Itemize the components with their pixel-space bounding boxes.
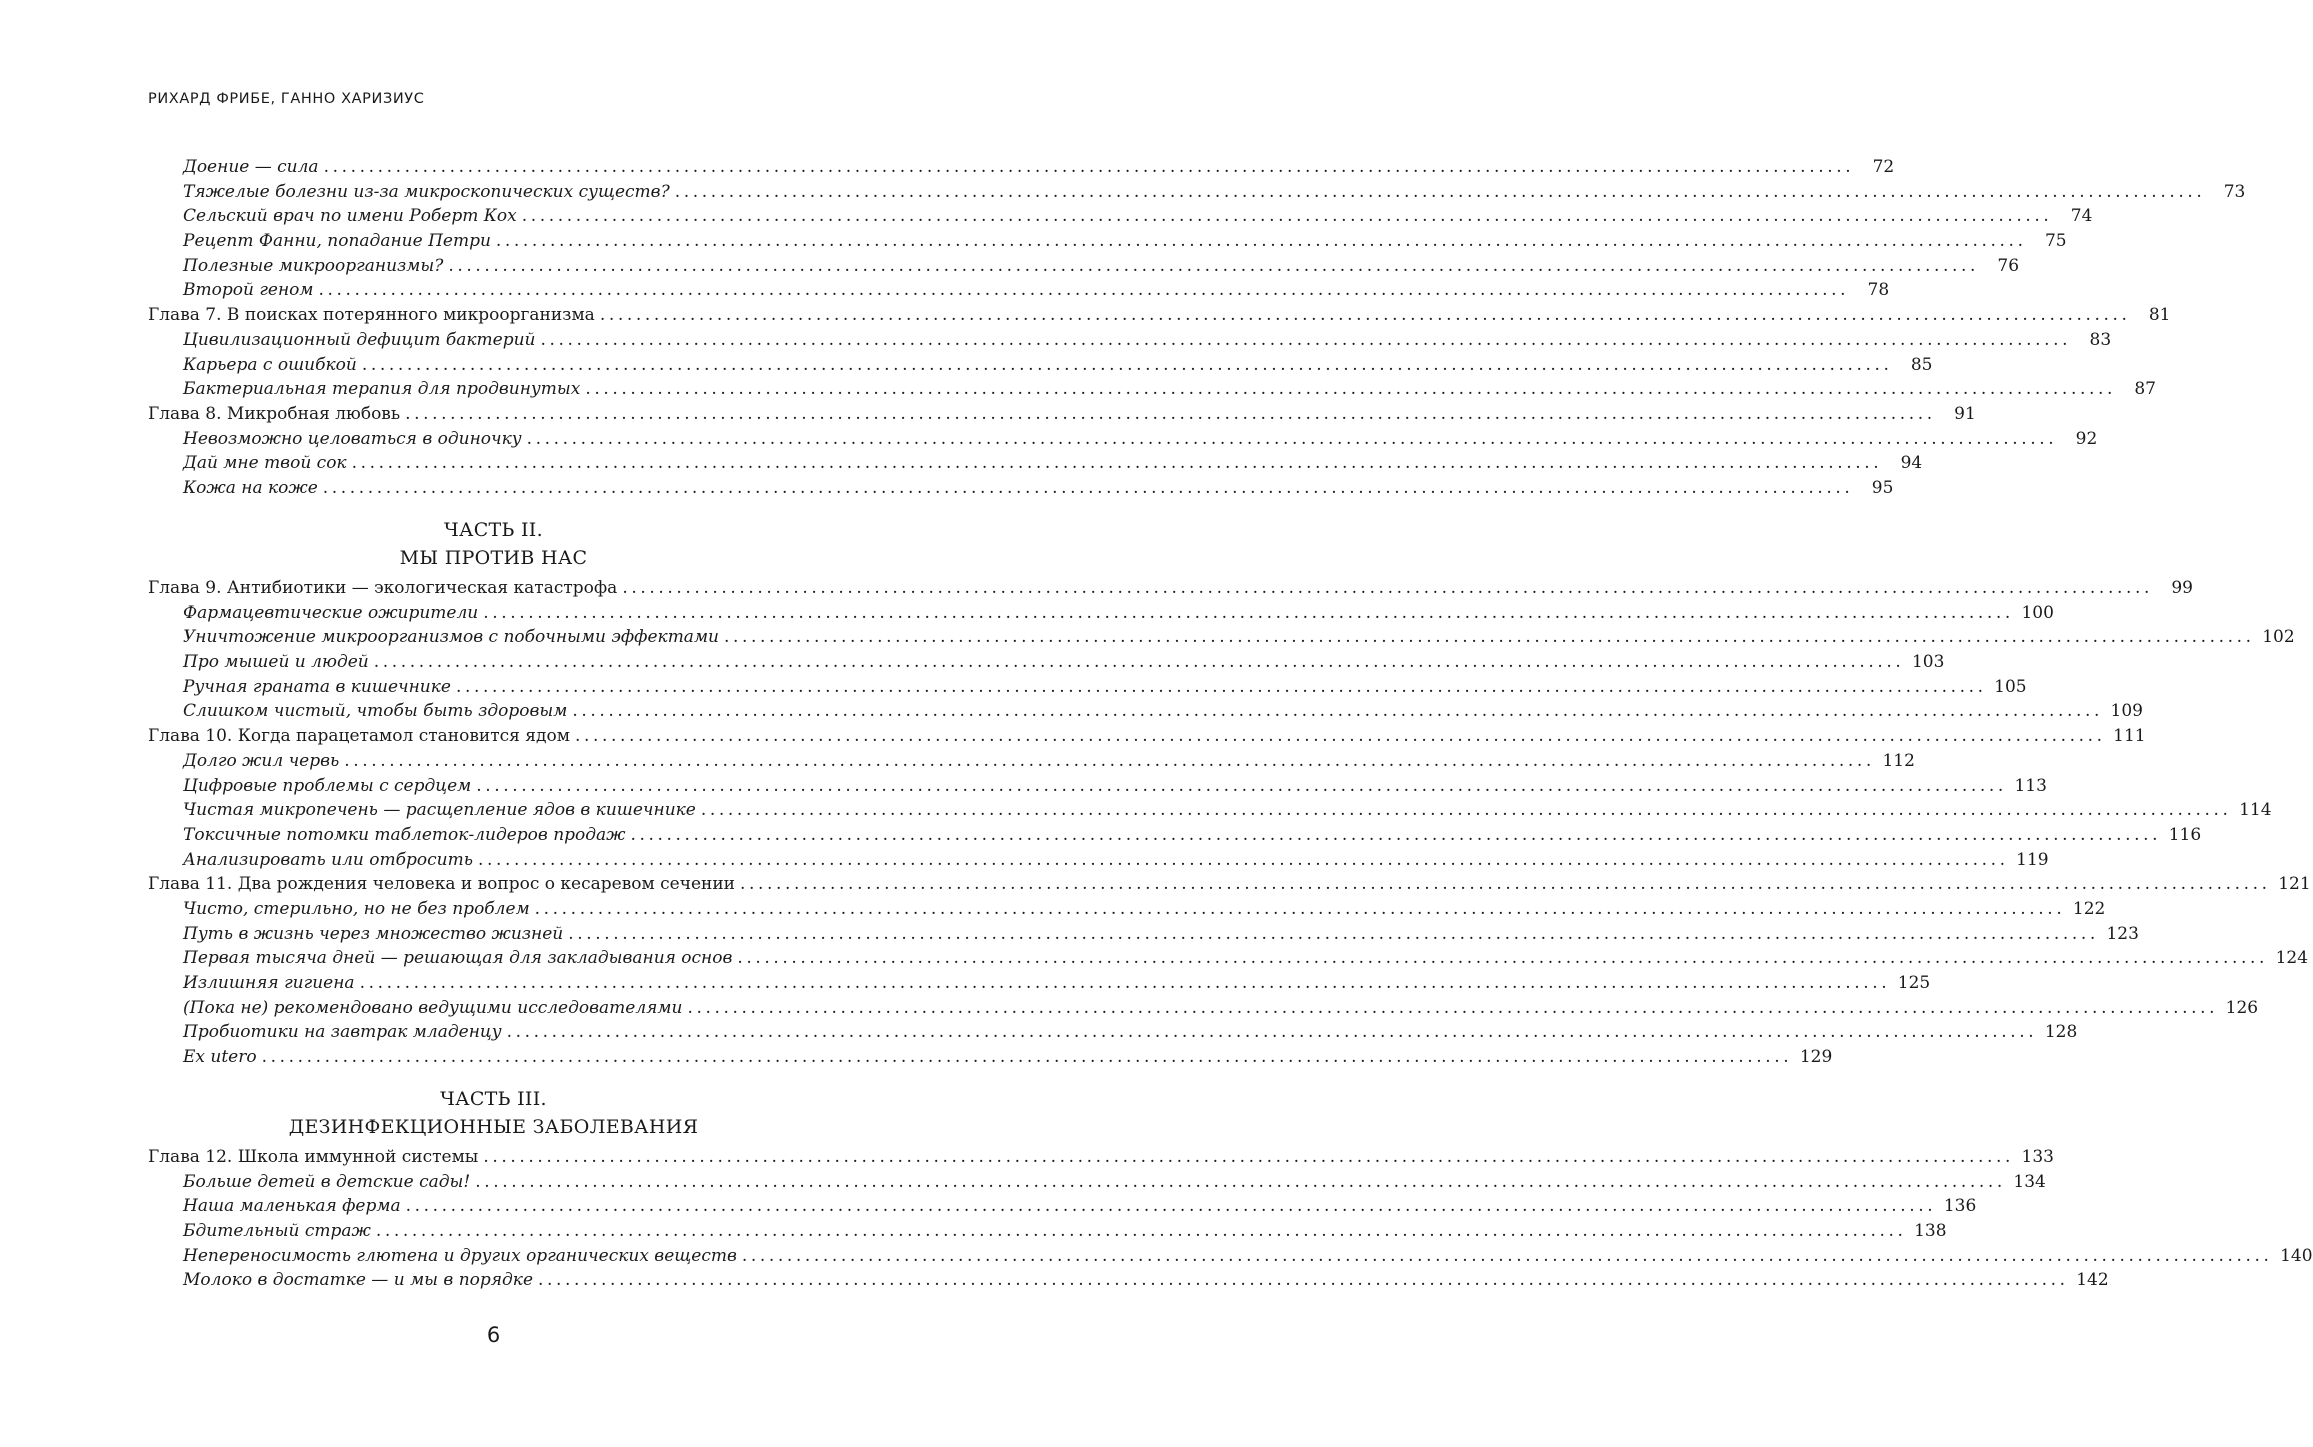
toc-entry[interactable]	[148, 971, 1931, 996]
toc-entry-title: Цифровые проблемы с сердцем	[183, 775, 472, 796]
dot-leader: ..........................................................................................................................................................................	[687, 997, 2219, 1018]
toc-entry-title: (Пока не) рекомендовано ведущими исследователями	[183, 997, 683, 1018]
toc-entry[interactable]	[148, 699, 2143, 724]
toc-entry-title: Токсичные потомки таблеток-лидеров продаж	[183, 824, 626, 845]
toc-entry-page: 83	[2089, 329, 2112, 350]
dot-leader: ..........................................................................................................................................................................	[477, 849, 2009, 870]
toc-entry-page: 100	[2021, 602, 2054, 623]
toc-entry-title: Долго жил червь	[183, 750, 340, 771]
toc-entry-title: Глава 9. Антибиотики — экологическая катастрофа	[148, 578, 618, 598]
toc-entry-title: Сельский врач по имени Роберт Кох	[183, 206, 517, 227]
toc-chapter-entry[interactable]	[148, 872, 2311, 897]
toc-entry[interactable]	[148, 946, 2309, 971]
toc-entry-title: Дай мне твой сок	[183, 453, 347, 474]
toc-entry-page: 140	[2280, 1245, 2313, 1266]
toc-entry[interactable]	[148, 897, 2106, 922]
toc-entry-title: Кожа на коже	[183, 477, 318, 498]
toc-entry-title: Бактериальная терапия для продвинутых	[183, 379, 581, 400]
toc-entry[interactable]	[148, 328, 2112, 353]
toc-entry-title: Полезные микроорганизмы?	[183, 255, 444, 276]
dot-leader: ..........................................................................................................................................................................	[572, 701, 2103, 722]
toc-entry-page: 94	[1900, 453, 1923, 474]
toc-entry[interactable]	[148, 229, 2067, 254]
toc-entry-title: Доение — сила	[183, 157, 319, 177]
toc-entry-page: 124	[2275, 948, 2309, 969]
dot-leader: ..........................................................................................................................................................................	[373, 652, 1905, 673]
toc-entry-page: 113	[2014, 775, 2047, 796]
toc-entry[interactable]	[148, 996, 2259, 1021]
dot-leader: ..........................................................................................................................................................................	[455, 676, 1987, 697]
toc-entry-title: Молоко в достатке — и мы в порядке	[183, 1270, 534, 1291]
toc-entry[interactable]	[148, 650, 1945, 675]
toc-entry-page: 111	[2113, 726, 2146, 747]
dot-leader: ..........................................................................................................................................................................	[622, 578, 2153, 598]
dot-leader: ..........................................................................................................................................................................	[538, 1270, 2069, 1291]
toc-entry-page: 116	[2168, 824, 2202, 845]
toc-entry-page: 105	[1994, 676, 2027, 697]
toc-entry-title: Путь в жизнь через множество жизней	[183, 923, 564, 944]
dot-leader: ..........................................................................................................................................................................	[534, 898, 2066, 919]
toc-entry-page: 119	[2016, 849, 2049, 870]
toc-entry-page: 138	[1914, 1221, 1947, 1242]
dot-leader: ..........................................................................................................................................................................	[375, 1221, 1907, 1242]
toc-entry-title: Фармацевтические ожирители	[183, 602, 479, 623]
toc-entry[interactable]	[148, 675, 2027, 700]
toc-entry-title: Чистая микропечень — расщепление ядов в кишечнике	[183, 800, 696, 821]
toc-chapter-entry[interactable]	[148, 1145, 2054, 1170]
dot-leader: ..........................................................................................................................................................................	[351, 453, 1883, 474]
dot-leader: ..........................................................................................................................................................................	[700, 800, 2232, 821]
toc-entry-title: Уничтожение микроорганизмов с побочными эффектами	[183, 627, 719, 648]
toc-entry[interactable]	[148, 749, 1915, 774]
part-2-subtitle: МЫ ПРОТИВ НАС	[399, 547, 588, 569]
toc-entry-title: Карьера с ошибкой	[183, 354, 357, 375]
toc-entry-title: Глава 8. Микробная любовь	[148, 403, 401, 424]
dot-leader: ..........................................................................................................................................................................	[521, 206, 2053, 227]
toc-entry-page: 81	[2148, 305, 2171, 326]
dot-leader: ..........................................................................................................................................................................	[630, 824, 2162, 845]
dot-leader: ..........................................................................................................................................................................	[740, 874, 2271, 895]
toc-entry[interactable]	[148, 278, 1890, 303]
toc-entry-page: 78	[1867, 280, 1890, 301]
toc-entry-page: 134	[2013, 1171, 2046, 1192]
toc-entry[interactable]	[148, 1194, 1977, 1219]
dot-leader: ..........................................................................................................................................................................	[506, 1022, 2038, 1043]
toc-entry-page: 126	[2225, 997, 2259, 1018]
toc-entry-title: Ex utero	[183, 1047, 257, 1068]
toc-entry-title: Невозможно целоваться в одиночку	[183, 428, 522, 449]
dot-leader: ..........................................................................................................................................................................	[737, 948, 2269, 969]
dot-leader: ..........................................................................................................................................................................	[483, 602, 2014, 623]
toc-entry[interactable]	[148, 823, 2202, 848]
toc-entry-page: 72	[1872, 157, 1895, 177]
part-3-subtitle: ДЕЗИНФЕКЦИОННЫЕ ЗАБОЛЕВАНИЯ	[288, 1116, 699, 1138]
toc-entry-page: 91	[1954, 403, 1976, 424]
toc-entry-page: 136	[1943, 1196, 1977, 1217]
toc-entry[interactable]	[148, 476, 1894, 501]
dot-leader: ..........................................................................................................................................................................	[599, 305, 2131, 326]
part-2-title: ЧАСТЬ II.	[444, 519, 543, 541]
dot-leader: ..........................................................................................................................................................................	[476, 775, 2007, 796]
toc-entry[interactable]	[148, 774, 2047, 799]
toc-entry[interactable]	[148, 1170, 2046, 1195]
toc-entry-title: Пробиотики на завтрак младенцу	[183, 1022, 502, 1043]
dot-leader: ..........................................................................................................................................................................	[568, 923, 2099, 944]
toc-entry[interactable]	[148, 1045, 1833, 1070]
toc-entry-page: 102	[2262, 627, 2295, 648]
toc-entry-title: Тяжелые болезни из-за микроскопических существ?	[183, 181, 670, 202]
toc-entry-page: 95	[1871, 477, 1894, 498]
toc-entry-page: 85	[1910, 354, 1933, 375]
toc-entry[interactable]	[148, 848, 2049, 873]
toc-entry-page: 99	[2171, 578, 2193, 598]
toc-entry-title: Чисто, стерильно, но не без проблем	[183, 898, 530, 919]
toc-entry-page: 129	[1799, 1047, 1833, 1068]
toc-entry-page: 128	[2044, 1022, 2078, 1043]
toc-entry-page: 123	[2106, 923, 2139, 944]
toc-entry-page: 142	[2076, 1270, 2109, 1291]
toc-block-part-1	[148, 155, 2246, 501]
toc-entry-page: 76	[1997, 255, 2020, 276]
dot-leader: ..........................................................................................................................................................................	[448, 255, 1980, 276]
toc-entry-title: Непереносимость глютена и других органических веществ	[183, 1245, 737, 1266]
toc-entry-page: 133	[2021, 1147, 2054, 1167]
dot-leader: ..........................................................................................................................................................................	[359, 973, 1891, 993]
dot-leader: ..........................................................................................................................................................................	[261, 1047, 1793, 1068]
toc-entry[interactable]	[148, 1020, 2078, 1045]
toc-entry[interactable]	[148, 204, 2093, 229]
dot-leader: ..........................................................................................................................................................................	[405, 1196, 1937, 1217]
toc-entry-title: Второй геном	[183, 280, 314, 301]
running-head: РИХАРД ФРИБЕ, ГАННО ХАРИЗИУС	[148, 91, 425, 107]
toc-entry[interactable]	[148, 254, 2020, 279]
dot-leader: ..........................................................................................................................................................................	[318, 280, 1850, 301]
toc-chapter-entry[interactable]	[148, 724, 2146, 749]
toc-entry-page: 122	[2072, 898, 2106, 919]
dot-leader: ..........................................................................................................................................................................	[475, 1171, 2006, 1192]
toc-entry-title: Цивилизационный дефицит бактерий	[183, 329, 536, 350]
toc-chapter-entry[interactable]	[148, 303, 2171, 328]
toc-entry[interactable]	[148, 1244, 2313, 1269]
dot-leader: ..........................................................................................................................................................................	[741, 1245, 2273, 1266]
dot-leader: ..........................................................................................................................................................................	[674, 181, 2206, 202]
toc-entry-title: Больше детей в детские сады!	[183, 1171, 471, 1192]
toc-entry-title: Глава 10. Когда парацетамол становится ядом	[148, 726, 570, 747]
toc-entry-page: 75	[2044, 231, 2067, 252]
toc-entry-title: Наша маленькая ферма	[183, 1196, 401, 1217]
toc-entry[interactable]	[148, 353, 1933, 378]
toc-entry-title: Анализировать или отбросить	[183, 849, 473, 870]
toc-entry-title: Ручная граната в кишечнике	[183, 676, 451, 697]
dot-leader: ..........................................................................................................................................................................	[724, 627, 2255, 648]
toc-block-part-3	[148, 1145, 2313, 1293]
toc-block-part-2	[148, 576, 2311, 1070]
toc-entry-title: Глава 11. Два рождения человека и вопрос о кесаревом сечении	[148, 874, 736, 895]
dot-leader: ..........................................................................................................................................................................	[540, 329, 2072, 350]
dot-leader: ..........................................................................................................................................................................	[361, 354, 1893, 375]
dot-leader: ..........................................................................................................................................................................	[323, 157, 1855, 177]
toc-entry[interactable]	[148, 180, 2246, 205]
toc-entry[interactable]	[148, 1219, 1947, 1244]
toc-entry-title: Глава 12. Школа иммунной системы	[148, 1147, 479, 1167]
dot-leader: ..........................................................................................................................................................................	[405, 403, 1936, 424]
dot-leader: ..........................................................................................................................................................................	[574, 726, 2106, 747]
toc-entry-page: 92	[2075, 428, 2098, 449]
toc-entry-title: Излишняя гигиена	[183, 973, 355, 993]
dot-leader: ..........................................................................................................................................................................	[344, 750, 1875, 771]
toc-entry-page: 103	[1911, 652, 1945, 673]
toc-entry[interactable]	[148, 922, 2139, 947]
toc-entry-title: Первая тысяча дней — решающая для закладывания основ	[183, 948, 733, 969]
toc-entry[interactable]	[148, 377, 2156, 402]
toc-entry-title: Рецепт Фанни, попадание Петри	[183, 231, 491, 252]
dot-leader: ..........................................................................................................................................................................	[322, 477, 1854, 498]
page-number: 6	[486, 1323, 501, 1347]
toc-entry-page: 121	[2278, 874, 2311, 895]
toc-entry[interactable]	[148, 427, 2098, 452]
toc-entry-title: Слишком чистый, чтобы быть здоровым	[183, 701, 568, 722]
toc-entry-page: 109	[2110, 701, 2143, 722]
part-3-title: ЧАСТЬ III.	[440, 1088, 547, 1110]
toc-entry-page: 112	[1882, 750, 1915, 771]
toc-entry-page: 74	[2070, 206, 2093, 227]
toc-chapter-entry[interactable]	[148, 402, 1976, 427]
dot-leader: ..........................................................................................................................................................................	[526, 428, 2058, 449]
toc-entry[interactable]	[148, 798, 2272, 823]
toc-entry-page: 114	[2239, 800, 2272, 821]
toc-entry[interactable]	[148, 451, 1923, 476]
toc-entry[interactable]	[148, 601, 2054, 626]
toc-entry[interactable]	[148, 1268, 2109, 1293]
dot-leader: ..........................................................................................................................................................................	[495, 231, 2027, 252]
toc-entry-title: Глава 7. В поисках потерянного микроорганизма	[148, 305, 595, 326]
dot-leader: ..........................................................................................................................................................................	[483, 1147, 2014, 1167]
toc-entry[interactable]	[148, 155, 1895, 180]
toc-entry[interactable]	[148, 625, 2295, 650]
toc-chapter-entry[interactable]	[148, 576, 2193, 601]
toc-entry-page: 73	[2223, 181, 2246, 202]
toc-entry-title: Про мышей и людей	[183, 652, 369, 673]
dot-leader: ..........................................................................................................................................................................	[585, 379, 2116, 400]
toc-entry-page: 125	[1897, 973, 1931, 993]
toc-entry-page: 87	[2134, 379, 2156, 400]
toc-entry-title: Бдительный страж	[183, 1221, 371, 1242]
